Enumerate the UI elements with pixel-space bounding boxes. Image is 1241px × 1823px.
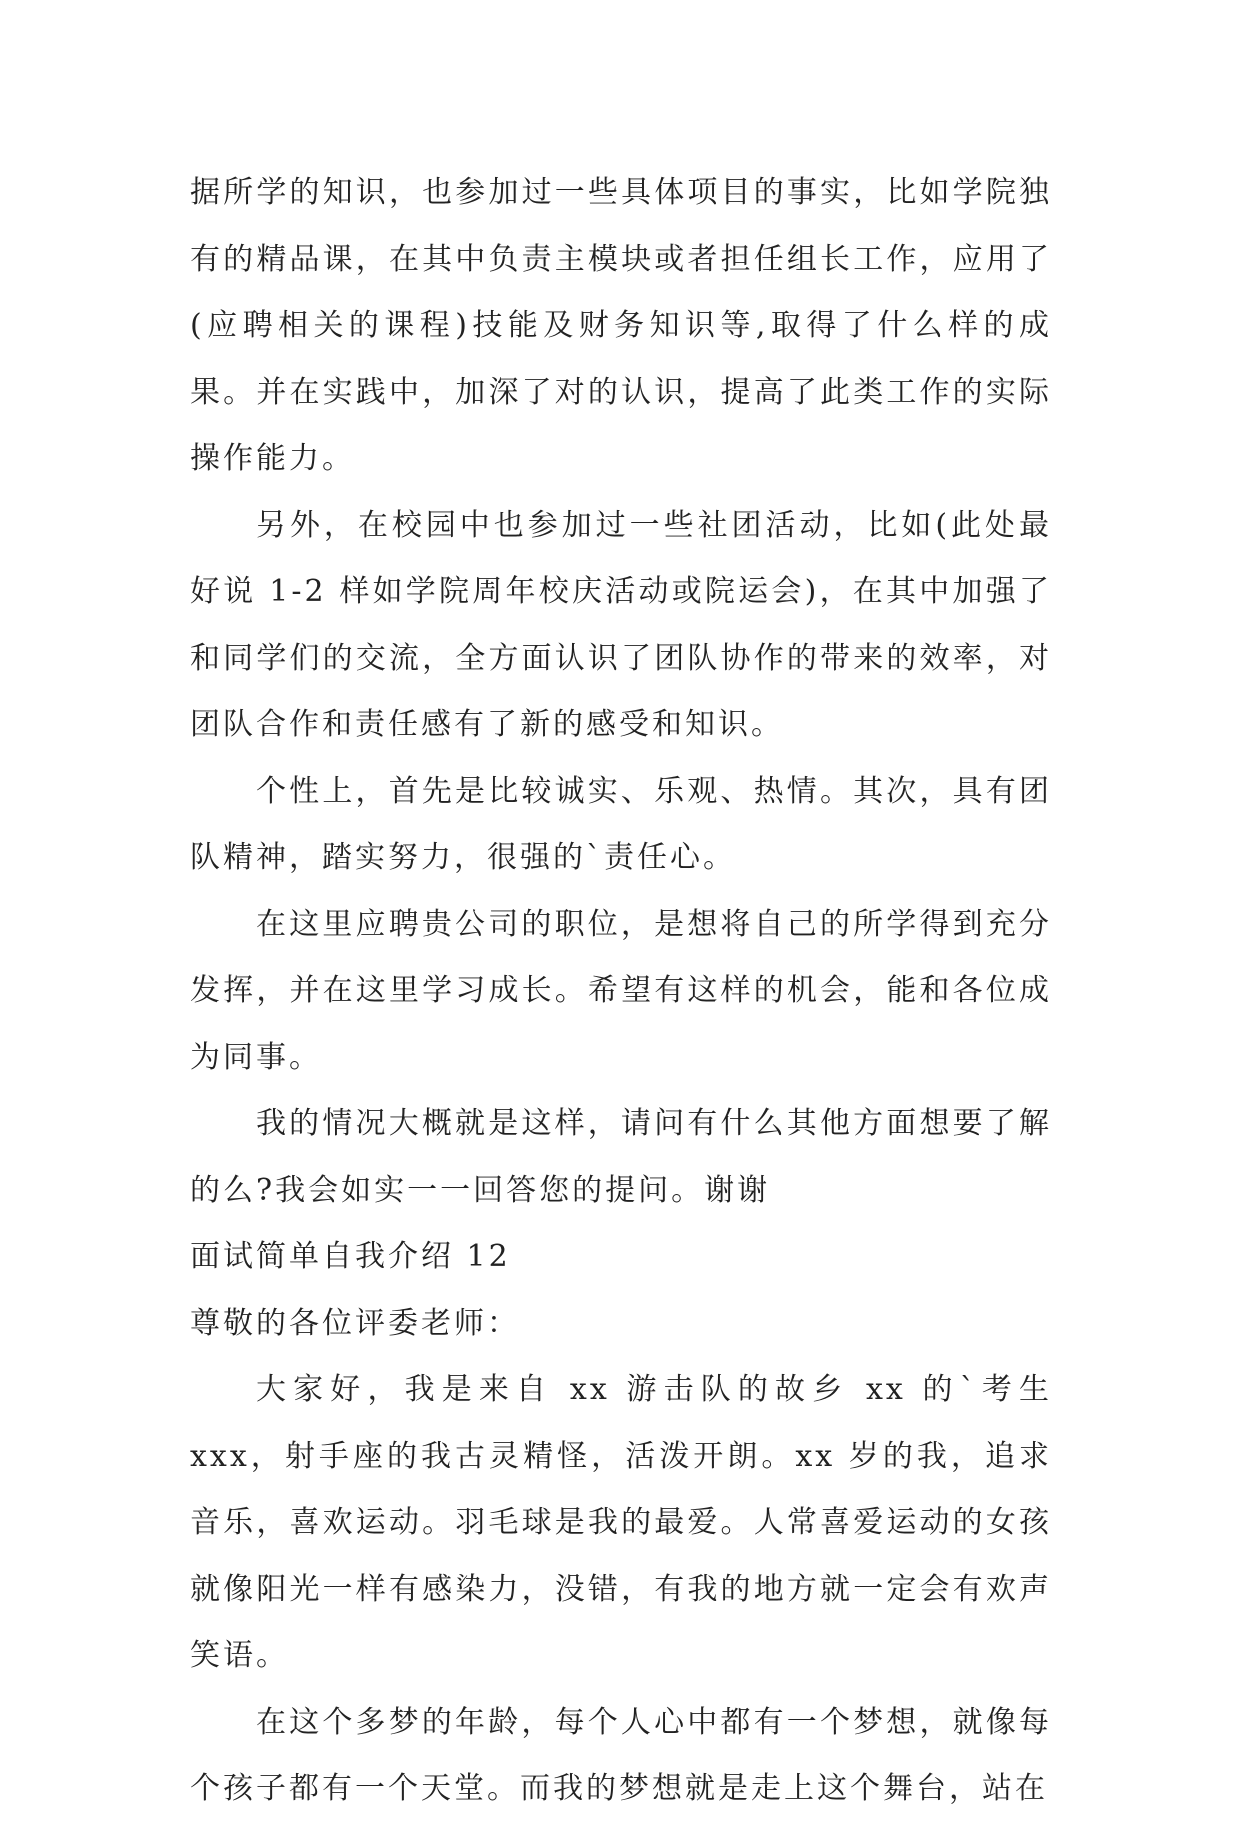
section-heading: 面试简单自我介绍 12 <box>190 1239 511 1274</box>
paragraph-personality: 个性上，首先是比较诚实、乐观、热情。其次，具有团队精神，踏实努力，很强的`责任心。 <box>190 773 1052 875</box>
paragraph-application-goal: 在这里应聘贵公司的职位，是想将自己的所学得到充分发挥，并在这里学习成长。希望有这样的机会，能和各位成为同事。 <box>190 906 1052 1075</box>
salutation: 尊敬的各位评委老师： <box>190 1305 520 1341</box>
document-body <box>190 160 1052 1823</box>
paragraph-closing: 我的情况大概就是这样，请问有什么其他方面想要了解的么?我会如实一一回答您的提问。谢谢 <box>190 1106 1052 1208</box>
paragraph-club-activities: 另外，在校园中也参加过一些社团活动，比如(此处最好说 1-2 样如学院周年校庆活动或院运会)，在其中加强了和同学们的交流，全方面认识了团队协作的带来的效率，对团队合作和责任感有了新的感受和知识。 <box>190 507 1052 742</box>
paragraph-project-experience: 据所学的知识，也参加过一些具体项目的事实，比如学院独有的精品课，在其中负责主模块或者担任组长工作，应用了(应聘相关的课程)技能及财务知识等,取得了什么样的成果。并在实践中，加深了对的认识，提高了此类工作的实际操作能力。 <box>190 175 1052 476</box>
paragraph-self-intro: 大家好，我是来自 xx 游击队的故乡 xx 的`考生 xxx，射手座的我古灵精怪，活泼开朗。xx 岁的我，追求音乐，喜欢运动。羽毛球是我的最爱。人常喜爱运动的女孩就像阳光一样有感染力，没错，有我的地方就一定会有欢声笑语。 <box>190 1372 1052 1673</box>
paragraph-dream: 在这个多梦的年龄，每个人心中都有一个梦想，就像每个孩子都有一个天堂。而我的梦想就是走上这个舞台，站在 <box>190 1704 1052 1806</box>
